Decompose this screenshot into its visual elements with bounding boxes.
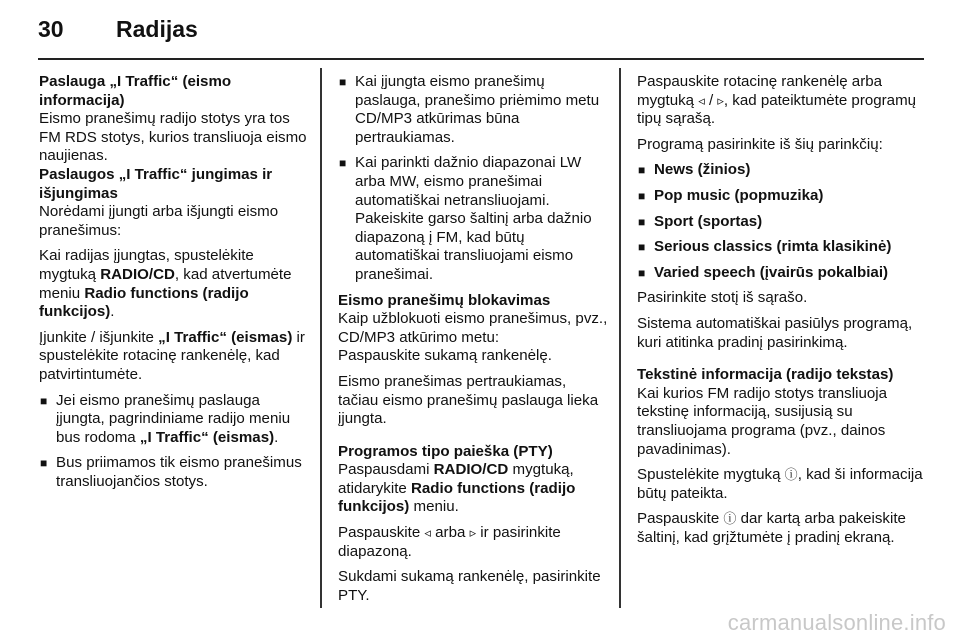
bullet-icon: ■	[40, 456, 48, 471]
section-heading-blocking: Eismo pranešimų blokavimas	[338, 291, 551, 309]
right-arrow-icon: ▹	[469, 525, 477, 541]
page-title: Radijas	[116, 16, 198, 42]
bullet-icon: ■	[40, 393, 48, 408]
paragraph: Programą pasirinkite iš šių parinkčių:	[637, 135, 883, 153]
page-number: 30	[38, 16, 64, 42]
section-heading-radio-text: Tekstinė informacija (radijo tekstas)	[637, 366, 894, 384]
paragraph: Paspausdami RADIO/CD mygtuką, atidarykite Radio functions (radijo funkcijos) meniu.	[338, 461, 576, 516]
watermark: carmanualsonline.info	[727, 610, 946, 635]
list-item: ■ Kai įjungta eismo pranešimų paslauga, pranešimo priėmimo metu CD/MP3 atkūrimas būna pertraukiamas.	[339, 73, 600, 146]
paragraph: Sukdami sukamą rankenėlę, pasirinkite PTY.	[338, 568, 601, 604]
column-3	[637, 73, 927, 547]
bullet-icon: ■	[339, 156, 347, 171]
column-2	[338, 66, 610, 605]
bullet-icon: ■	[638, 265, 646, 280]
column-divider-2	[619, 68, 621, 608]
paragraph: Spustelėkite mygtuką ⓘ, kad ši informacija būtų pateikta.	[637, 466, 923, 502]
bullet-list	[39, 392, 311, 492]
paragraph: Eismo pranešimų radijo stotys yra tos FM RDS stotys, kurios transliuoja eismo naujienas.	[39, 110, 307, 165]
list-item: ■ Kai parinkti dažnio diapazonai LW arba MW, eismo pranešimai automatiškai netransliuojami. Pakeiskite garso šaltinį arba dažnio diapazoną į FM, kad būtų automatiškai transliuojami eismo pranešimai.	[339, 154, 592, 283]
right-arrow-icon: ▹	[717, 92, 724, 108]
section-heading-traffic: Paslauga „I Traffic“ (eismo informacija)	[39, 73, 232, 109]
list-item: ■ Jei eismo pranešimų paslauga įjungta, pagrindiniame radijo meniu bus rodoma „I Traffic“ (eismas).	[40, 391, 291, 446]
paragraph: Paspauskite ◃ arba ▹ ir pasirinkite diapazoną.	[338, 524, 561, 560]
info-icon: ⓘ	[784, 467, 798, 483]
info-icon: ⓘ	[723, 511, 737, 527]
list-item: ■ News (žinios)	[638, 161, 751, 179]
left-arrow-icon: ◃	[698, 92, 705, 108]
paragraph: Paspauskite sukamą rankenėlę.	[338, 347, 552, 365]
paragraph: Sistema automatiškai pasiūlys programą, kuri atitinka pradinį pasirinkimą.	[637, 314, 913, 351]
paragraph: Įjunkite / išjunkite „I Traffic“ (eismas) ir spustelėkite rotacinę rankenėlę, kad patvirtintumėte.	[39, 328, 305, 383]
paragraph: Eismo pranešimas pertraukiamas, tačiau eismo pranešimų paslauga lieka įjungta.	[338, 372, 599, 428]
section-heading-traffic-toggle: Paslaugos „I Traffic“ jungimas ir išjungimas	[39, 165, 273, 202]
paragraph: Kai kurios FM radijo stotys transliuoja tekstinę informaciją, susijusią su transliuojama programa (pvz., dainos pavadinimas).	[637, 384, 887, 458]
section-heading-pty: Programos tipo paieška (PTY)	[338, 442, 553, 460]
list-item: ■ Bus priimamos tik eismo pranešimus transliuojančios stotys.	[40, 454, 302, 490]
bullet-icon: ■	[638, 240, 646, 255]
list-item: ■ Serious classics (rimta klasikinė)	[638, 238, 892, 256]
list-item: ■ Varied speech (įvairūs pokalbiai)	[638, 263, 889, 281]
bullet-icon: ■	[339, 75, 347, 89]
paragraph: Kaip užblokuoti eismo pranešimus, pvz., CD/MP3 atkūrimo metu:	[338, 310, 608, 346]
bullet-icon: ■	[638, 214, 646, 229]
list-item: ■ Pop music (popmuzika)	[638, 186, 824, 204]
bullet-list	[338, 73, 610, 285]
paragraph: Kai radijas įjungtas, spustelėkite mygtuką RADIO/CD, kad atvertumėte meniu Radio functions (radijo funkcijos).	[39, 247, 292, 321]
list-item: ■ Sport (sportas)	[638, 212, 763, 230]
column-1	[39, 73, 311, 491]
paragraph: Norėdami įjungti arba išjungti eismo pranešimus:	[39, 203, 279, 239]
left-arrow-icon: ◃	[424, 525, 431, 541]
paragraph: Paspauskite ⓘ dar kartą arba pakeiskite šaltinį, kad grįžtumėte į pradinį ekraną.	[637, 510, 906, 546]
paragraph: Paspauskite rotacinę rankenėlę arba mygtuką ◃ / ▹, kad pateiktumėte programų tipų sąrašą.	[637, 73, 917, 128]
program-type-list	[637, 161, 927, 282]
bullet-icon: ■	[638, 188, 646, 203]
header-rule	[38, 58, 924, 60]
bullet-icon: ■	[638, 163, 646, 178]
column-divider-1	[320, 68, 322, 608]
paragraph: Pasirinkite stotį iš sąrašo.	[637, 289, 808, 307]
